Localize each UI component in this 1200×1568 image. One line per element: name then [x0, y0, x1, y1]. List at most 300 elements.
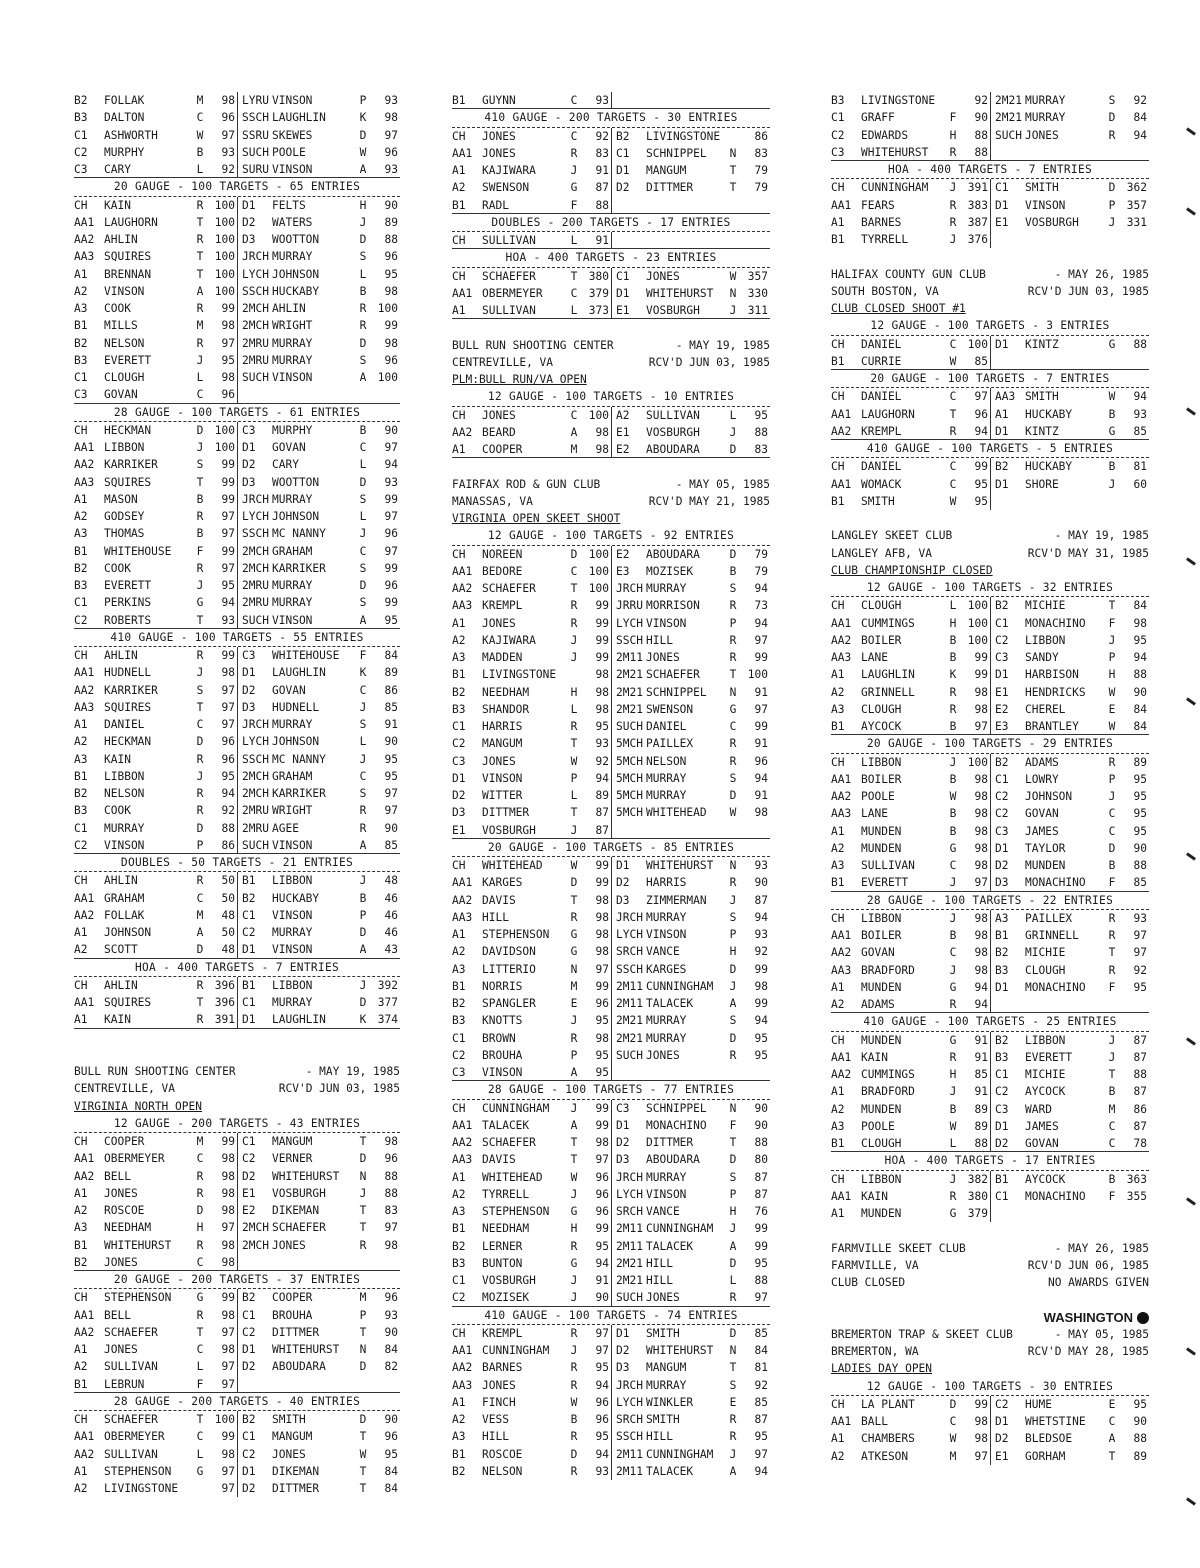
- right-entry: [611, 546, 770, 563]
- left-entry: [74, 369, 237, 386]
- score: 96: [384, 145, 398, 159]
- column-divider: [990, 874, 991, 891]
- column-divider: [237, 994, 238, 1011]
- column-divider: [611, 961, 612, 978]
- initial: F: [1108, 1189, 1116, 1203]
- column-divider: [611, 857, 612, 874]
- score: 96: [221, 111, 235, 125]
- column-divider: [611, 1203, 612, 1220]
- class-code: D2: [616, 876, 630, 890]
- class-code: B2: [74, 336, 88, 350]
- score: 97: [974, 720, 988, 733]
- left-entry: [831, 823, 990, 840]
- result-row: [74, 491, 400, 508]
- left-entry: [831, 144, 990, 161]
- column-2: [452, 92, 770, 1480]
- column-divider: [990, 1101, 991, 1118]
- left-entry: [452, 804, 611, 821]
- class-code: 2MCH: [242, 544, 269, 558]
- result-row: [452, 718, 770, 735]
- event-header: 28 GAUGE - 100 TARGETS - 22 ENTRIES: [831, 892, 1149, 910]
- result-row: [74, 1185, 400, 1202]
- class-code: CH: [74, 1413, 88, 1426]
- column-divider: [611, 735, 612, 752]
- class-code: A2: [831, 685, 845, 699]
- shooter-name: HILL: [482, 910, 509, 924]
- left-entry: [74, 491, 237, 508]
- score: 90: [754, 1101, 768, 1115]
- score: 96: [384, 579, 398, 592]
- initial: J: [949, 233, 957, 246]
- score: 357: [1126, 198, 1147, 212]
- initial: A: [570, 425, 578, 439]
- column-divider: [990, 805, 991, 822]
- column-divider: [990, 476, 991, 493]
- class-code: B1: [74, 1238, 88, 1252]
- shooter-name: POOLE: [272, 145, 306, 159]
- shooter-name: DAVIS: [482, 893, 516, 907]
- shooter-name: COOK: [104, 302, 131, 315]
- column-divider: [990, 996, 991, 1013]
- initial: A: [359, 838, 367, 852]
- class-code: B3: [831, 94, 845, 107]
- edge-mark: [1186, 207, 1196, 215]
- initial: M: [359, 1291, 367, 1305]
- right-entry: [990, 1205, 1149, 1222]
- shooter-name: JONES: [104, 1343, 138, 1356]
- score: 87: [1133, 1119, 1147, 1133]
- score: 79: [754, 181, 768, 195]
- club-info-line: [452, 493, 770, 510]
- score: 92: [754, 945, 768, 959]
- shooter-name: HILL: [646, 1430, 673, 1444]
- left-entry: [452, 1446, 611, 1463]
- class-code: E1: [242, 1186, 256, 1200]
- shooter-name: LIBBON: [861, 911, 902, 925]
- column-divider: [611, 1100, 612, 1117]
- class-code: A2: [831, 1102, 845, 1116]
- column-divider: [237, 369, 238, 386]
- result-row: [452, 822, 770, 839]
- initial: B: [949, 807, 957, 821]
- score: 86: [384, 683, 398, 697]
- shooter-name: SMITH: [646, 1326, 680, 1340]
- initial: R: [359, 804, 367, 818]
- right-entry: [611, 632, 770, 649]
- score: 95: [595, 1066, 609, 1079]
- initial: S: [359, 561, 367, 575]
- result-row: [452, 232, 770, 249]
- event-header: 12 GAUGE - 200 TARGETS - 43 ENTRIES: [74, 1115, 400, 1133]
- result-row: [452, 770, 770, 787]
- class-code: 2MCH: [242, 561, 269, 575]
- shooter-name: SANDY: [1025, 651, 1059, 664]
- score: 99: [595, 1118, 609, 1132]
- initial: F: [359, 649, 367, 662]
- shooter-name: MONACHINO: [1025, 980, 1086, 994]
- column-divider: [990, 406, 991, 423]
- class-code: AA2: [452, 1361, 473, 1375]
- shooter-name: WHITEHURST: [272, 1343, 340, 1356]
- class-code: B2: [242, 891, 256, 905]
- score: 94: [1133, 390, 1147, 404]
- shooter-name: MUNDEN: [861, 1033, 902, 1047]
- column-divider: [237, 352, 238, 369]
- score: 98: [221, 319, 235, 333]
- initial: R: [949, 998, 957, 1011]
- shooter-name: [646, 92, 726, 108]
- initial: J: [359, 752, 367, 766]
- score: 95: [384, 613, 398, 627]
- shooter-name: NELSON: [646, 754, 687, 768]
- column-divider: [237, 1150, 238, 1167]
- score: 80: [754, 1153, 768, 1167]
- class-code: AA2: [452, 1136, 473, 1149]
- class-code: CH: [831, 460, 845, 474]
- result-row: [831, 996, 1149, 1013]
- score: 98: [1133, 616, 1147, 630]
- initial: M: [196, 1135, 204, 1148]
- right-entry: [237, 768, 400, 785]
- result-row: [831, 214, 1149, 231]
- right-entry: [237, 543, 400, 560]
- shooter-name: KARGES: [482, 876, 523, 890]
- score: 94: [754, 616, 768, 630]
- initial: A: [1108, 1432, 1116, 1446]
- initial: D: [196, 1204, 204, 1217]
- initial: R: [359, 1238, 367, 1252]
- class-code: C1: [831, 111, 845, 125]
- club-info-left: BULL RUN SHOOTING CENTER: [74, 1065, 236, 1078]
- right-entry: [611, 874, 770, 891]
- right-entry: [611, 1117, 770, 1134]
- left-entry: [831, 1066, 990, 1083]
- score: 94: [754, 1014, 768, 1028]
- right-entry: [990, 615, 1149, 632]
- score: 86: [754, 129, 768, 143]
- score: 95: [1133, 790, 1147, 803]
- result-row: [831, 1118, 1149, 1135]
- initial: T: [570, 269, 578, 283]
- shooter-name: GOVAN: [104, 388, 138, 402]
- class-code: C3: [74, 163, 88, 176]
- class-code: C1: [995, 181, 1009, 195]
- score: 95: [974, 477, 988, 491]
- score: [1119, 996, 1147, 1012]
- shooter-name: WITTER: [482, 789, 523, 802]
- score: 95: [221, 353, 235, 367]
- score: 98: [221, 1343, 235, 1356]
- left-entry: [831, 1448, 990, 1465]
- result-row: [452, 1030, 770, 1047]
- right-entry: [990, 944, 1149, 961]
- club-info-right: - MAY 19, 1985: [675, 338, 770, 352]
- right-entry: [237, 266, 400, 283]
- initial: R: [949, 685, 957, 699]
- right-entry: [237, 1202, 400, 1219]
- right-entry: [990, 476, 1149, 493]
- class-code: C1: [74, 371, 88, 384]
- initial: G: [949, 1033, 957, 1047]
- score: 90: [384, 423, 398, 437]
- initial: R: [570, 1239, 578, 1253]
- initial: L: [570, 789, 578, 802]
- initial: C: [196, 388, 204, 402]
- score: 97: [384, 441, 398, 454]
- score: 79: [754, 564, 768, 578]
- class-code: [616, 1064, 646, 1080]
- left-entry: [452, 787, 611, 804]
- class-code: AA1: [831, 198, 852, 212]
- initial: M: [570, 979, 578, 993]
- initial: S: [729, 1014, 737, 1028]
- class-code: A1: [74, 718, 88, 731]
- left-entry: [452, 822, 611, 839]
- column-divider: [611, 804, 612, 821]
- class-code: AA2: [74, 233, 95, 246]
- class-code: D3: [995, 876, 1009, 890]
- left-entry: [74, 1133, 237, 1150]
- left-entry: [831, 857, 990, 874]
- score: 96: [384, 1152, 398, 1166]
- shooter-name: THOMAS: [104, 527, 145, 541]
- class-code: D2: [242, 458, 256, 472]
- score: 87: [754, 1413, 768, 1426]
- initial: S: [729, 582, 737, 595]
- score: 396: [214, 996, 235, 1009]
- initial: A: [570, 1066, 578, 1079]
- result-row: [452, 874, 770, 891]
- shooter-name: BEARD: [482, 425, 516, 439]
- score: 90: [595, 1291, 609, 1305]
- left-entry: [74, 1237, 237, 1254]
- score: 380: [588, 269, 609, 283]
- right-entry: [237, 1237, 400, 1254]
- event-header: 20 GAUGE - 200 TARGETS - 37 ENTRIES: [74, 1271, 400, 1289]
- shooter-name: MICHIE: [1025, 599, 1066, 613]
- shooter-name: LIBBON: [104, 769, 145, 783]
- left-entry: [831, 771, 990, 788]
- shoot-title: [452, 510, 770, 527]
- result-row: [452, 615, 770, 632]
- result-row: [831, 1430, 1149, 1447]
- initial: W: [570, 1395, 578, 1409]
- score: 85: [974, 354, 988, 368]
- shooter-name: [646, 197, 726, 213]
- shooter-name: JOHNSON: [104, 926, 152, 939]
- score: 380: [967, 1189, 988, 1203]
- result-row: [74, 1411, 400, 1428]
- class-code: D1: [616, 164, 630, 177]
- initial: [1105, 996, 1119, 1012]
- column-divider: [990, 962, 991, 979]
- event-header: 20 GAUGE - 100 TARGETS - 29 ENTRIES: [831, 735, 1149, 753]
- column-divider: [237, 474, 238, 491]
- column-divider: [990, 92, 991, 109]
- class-code: SUCH: [995, 128, 1022, 142]
- class-code: AA2: [74, 1447, 95, 1461]
- class-code: C3: [452, 754, 466, 768]
- left-entry: [452, 424, 611, 441]
- score: 93: [384, 94, 398, 107]
- result-row: [831, 754, 1149, 771]
- class-code: SSCH: [242, 527, 269, 541]
- score: 99: [221, 1135, 235, 1148]
- shooter-name: GUYNN: [482, 94, 516, 107]
- initial: C: [1108, 824, 1116, 838]
- right-entry: [237, 1446, 400, 1463]
- shooter-name: MURRAY: [646, 1014, 687, 1028]
- initial: G: [570, 1256, 578, 1270]
- result-row: [831, 857, 1149, 874]
- initial: B: [949, 1102, 957, 1116]
- class-code: E1: [616, 304, 630, 317]
- column-divider: [990, 771, 991, 788]
- class-code: B2: [74, 94, 88, 107]
- score: 100: [588, 564, 609, 578]
- score: 84: [1133, 599, 1147, 613]
- score: 92: [595, 754, 609, 768]
- initial: C: [359, 441, 367, 454]
- club-info-right: - MAY 19, 1985: [305, 1065, 400, 1078]
- class-code: B1: [452, 1222, 466, 1236]
- left-entry: [452, 1255, 611, 1272]
- column-divider: [990, 1448, 991, 1465]
- left-entry: [452, 1134, 611, 1151]
- shooter-name: SULLIVAN: [104, 1360, 158, 1374]
- right-entry: [990, 1430, 1149, 1447]
- right-entry: [611, 1012, 770, 1029]
- initial: D: [359, 579, 367, 592]
- right-entry: [990, 840, 1149, 857]
- initial: P: [729, 1187, 737, 1201]
- shooter-name: WINKLER: [646, 1395, 694, 1409]
- class-code: 2MRU: [242, 336, 269, 350]
- column-divider: [237, 699, 238, 716]
- left-entry: [74, 907, 237, 924]
- shooter-name: KAIN: [861, 1050, 888, 1064]
- right-entry: [990, 718, 1149, 735]
- initial: M: [1108, 1102, 1116, 1116]
- club-info-right: RCV'D JUN 03, 1985: [278, 1082, 400, 1096]
- shooter-name: DANIEL: [646, 720, 687, 733]
- initial: T: [359, 1464, 367, 1478]
- score: 377: [377, 996, 398, 1009]
- score: 97: [754, 1291, 768, 1305]
- column-divider: [237, 647, 238, 664]
- column-divider: [611, 1030, 612, 1047]
- initial: T: [729, 181, 737, 195]
- column-divider: [237, 837, 238, 854]
- initial: T: [196, 475, 204, 489]
- score: 97: [384, 510, 398, 523]
- class-code: D3: [616, 1361, 630, 1375]
- right-entry: [237, 1307, 400, 1324]
- class-code: C3: [242, 423, 256, 437]
- class-code: B1: [452, 979, 466, 993]
- class-code: CH: [452, 1326, 466, 1340]
- initial: D: [729, 443, 737, 456]
- score: 95: [595, 1361, 609, 1375]
- result-row: [452, 926, 770, 943]
- shooter-name: SPANGLER: [482, 997, 536, 1010]
- left-entry: [452, 92, 611, 109]
- score: 85: [384, 838, 398, 852]
- initial: J: [729, 979, 737, 993]
- shooter-name: MURRAY: [272, 336, 313, 350]
- shooter-name: KAJIWARA: [482, 633, 536, 647]
- initial: J: [196, 666, 204, 680]
- class-code: SSCH: [242, 752, 269, 766]
- shooter-name: COOPER: [272, 1291, 313, 1305]
- score: 98: [595, 910, 609, 924]
- column-divider: [990, 927, 991, 944]
- left-entry: [831, 632, 990, 649]
- column-divider: [237, 456, 238, 473]
- initial: R: [196, 874, 204, 888]
- class-code: A2: [452, 1413, 466, 1426]
- shoot-title-text: LADIES DAY OPEN: [831, 1362, 933, 1376]
- left-entry: [831, 197, 990, 214]
- score: 90: [384, 1413, 398, 1426]
- score: 98: [221, 1204, 235, 1217]
- left-entry: [831, 1413, 990, 1430]
- result-row: [452, 580, 770, 597]
- initial: D: [729, 1153, 737, 1167]
- column-divider: [611, 1255, 612, 1272]
- score: 98: [221, 1186, 235, 1200]
- score: 98: [974, 929, 988, 942]
- initial: T: [196, 267, 204, 281]
- right-entry: [990, 1118, 1149, 1135]
- score: [370, 1376, 398, 1392]
- result-row: [74, 647, 400, 664]
- right-entry: [611, 1289, 770, 1306]
- shooter-name: NOREEN: [482, 547, 523, 561]
- score: 99: [221, 544, 235, 558]
- right-entry: [237, 994, 400, 1011]
- column-divider: [611, 1064, 612, 1081]
- right-entry: [990, 1135, 1149, 1152]
- initial: R: [196, 804, 204, 818]
- shooter-name: SMITH: [1025, 181, 1059, 195]
- shooter-name: AHLIN: [104, 233, 138, 246]
- left-entry: [74, 820, 237, 837]
- score: 99: [595, 1222, 609, 1236]
- left-entry: [831, 214, 990, 231]
- score: 100: [214, 1413, 235, 1426]
- column-divider: [990, 823, 991, 840]
- initial: D: [196, 735, 204, 749]
- initial: R: [729, 737, 737, 751]
- column-divider: [237, 335, 238, 352]
- score: 87: [595, 181, 609, 195]
- class-code: B1: [831, 876, 845, 890]
- score: 98: [974, 685, 988, 699]
- score: 99: [595, 651, 609, 664]
- left-entry: [74, 716, 237, 733]
- edge-mark: [1186, 852, 1196, 860]
- left-entry: [831, 92, 990, 109]
- class-code: D1: [616, 286, 630, 300]
- class-code: B3: [74, 111, 88, 125]
- initial: [1105, 353, 1119, 369]
- column-divider: [611, 1377, 612, 1394]
- column-divider: [237, 594, 238, 611]
- left-entry: [74, 577, 237, 594]
- class-code: C1: [74, 128, 88, 142]
- result-row: [74, 525, 400, 542]
